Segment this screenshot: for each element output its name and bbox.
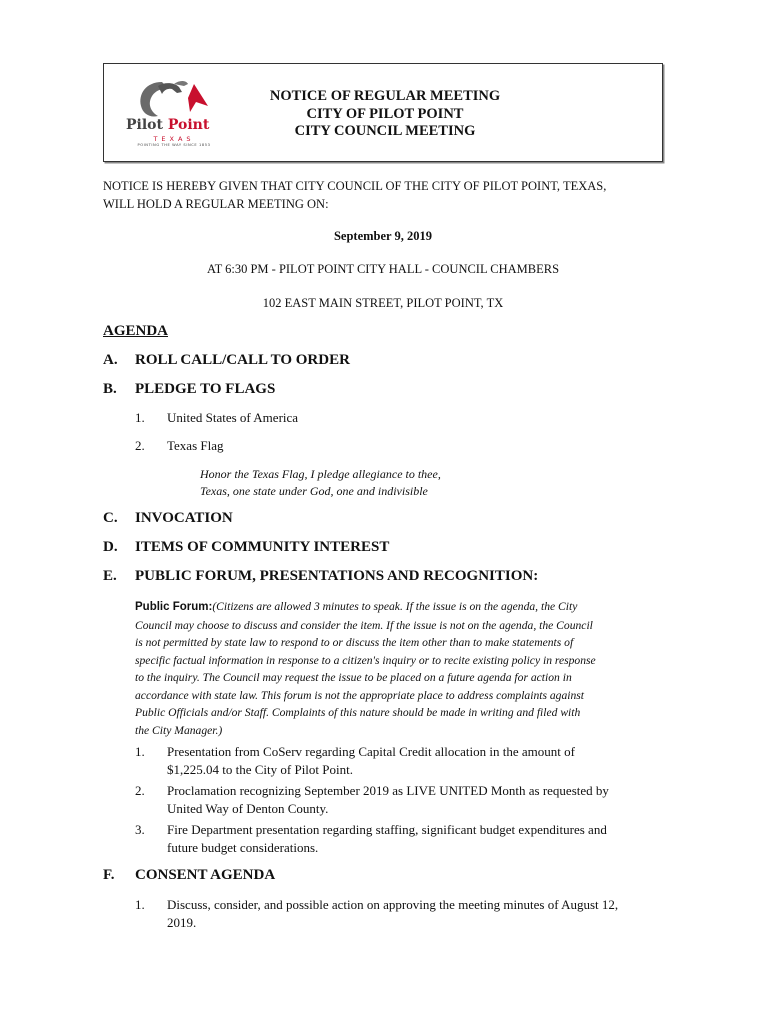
- section-b-letter: B.: [103, 381, 117, 397]
- city-logo: [124, 76, 224, 152]
- section-d-title: ITEMS OF COMMUNITY INTEREST: [135, 539, 390, 555]
- item-e3-line-2: future budget considerations.: [167, 840, 319, 855]
- item-e2-num: 2.: [135, 783, 145, 798]
- item-f1-line-2: 2019.: [167, 915, 197, 930]
- public-forum-line-4: specific factual information in response to a citizen's inquiry or to recite existing policy in response: [135, 653, 596, 667]
- notice-line-2: WILL HOLD A REGULAR MEETING ON:: [103, 197, 329, 211]
- item-e2-text: [167, 782, 667, 818]
- notice-line-1: NOTICE IS HEREBY GIVEN THAT CITY COUNCIL OF THE CITY OF PILOT POINT, TEXAS,: [103, 179, 607, 193]
- logo-tagline: POINTING THE WAY SINCE 1853: [137, 143, 211, 147]
- header-title-2: CITY OF PILOT POINT: [306, 106, 464, 122]
- meeting-time-place: AT 6:30 PM - PILOT POINT CITY HALL - COUNCIL CHAMBERS: [206, 262, 560, 276]
- section-e-letter: E.: [103, 568, 117, 584]
- public-forum-line-7: Public Officials and/or Staff. Complaints of this nature should be made in writing and filed with: [135, 706, 581, 719]
- section-f-letter: F.: [103, 867, 115, 883]
- public-forum-line-5: to the inquiry. The Council may request the issue to be placed on a future agenda for action in: [135, 671, 572, 684]
- section-a-letter: A.: [103, 352, 118, 368]
- section-e-title: PUBLIC FORUM, PRESENTATIONS AND RECOGNITION:: [135, 568, 539, 584]
- public-forum-label: Public Forum:: [135, 601, 213, 613]
- agenda-heading: AGENDA: [103, 323, 169, 339]
- item-e3-num: 3.: [135, 822, 145, 837]
- item-e1-text: [167, 743, 667, 779]
- header-title-1: NOTICE OF REGULAR MEETING: [269, 88, 501, 104]
- item-e1-line-2: $1,225.04 to the City of Pilot Point.: [167, 762, 353, 777]
- section-f-title: CONSENT AGENDA: [135, 867, 276, 883]
- item-b1-num: 1.: [135, 410, 145, 425]
- notice-text: [103, 177, 663, 213]
- public-forum-text: [135, 598, 665, 739]
- item-f1-text: [167, 896, 667, 932]
- section-c-letter: C.: [103, 510, 118, 526]
- item-e2-line-2: United Way of Denton County.: [167, 801, 329, 816]
- header-title-3: CITY COUNCIL MEETING: [294, 123, 476, 139]
- pledge-line-1: Honor the Texas Flag, I pledge allegiance to thee,: [200, 467, 441, 481]
- public-forum-line-6: accordance with state law. This forum is not the appropriate place to address complaints against: [135, 688, 585, 702]
- item-e3-line-1: Fire Department presentation regarding staffing, significant budget expenditures and: [167, 822, 607, 837]
- item-e3-text: [167, 821, 667, 857]
- pledge-line-2: Texas, one state under God, one and indivisible: [200, 484, 428, 498]
- logo-sub: TEXAS: [153, 135, 195, 143]
- public-forum-line-2: Council may choose to discuss and consider the item. If the issue is not on the agenda, the Council: [135, 618, 593, 632]
- item-f1-line-1: Discuss, consider, and possible action on approving the meeting minutes of August 12,: [167, 897, 619, 912]
- public-forum-line-8: the City Manager.): [135, 723, 223, 737]
- section-c-title: INVOCATION: [135, 510, 233, 526]
- meeting-date: September 9, 2019: [333, 229, 433, 243]
- item-e2-line-1: Proclamation recognizing September 2019 as LIVE UNITED Month as requested by: [167, 783, 609, 798]
- item-e1-line-1: Presentation from CoServ regarding Capital Credit allocation in the amount of: [167, 744, 575, 759]
- logo-accent: [180, 117, 224, 135]
- public-forum-line-3: is not permitted by state law to respond to or discuss the item other than to make statements of: [135, 636, 574, 649]
- section-a-title: ROLL CALL/CALL TO ORDER: [135, 352, 350, 368]
- item-e1-num: 1.: [135, 744, 145, 759]
- item-b2-text: Texas Flag: [167, 438, 224, 453]
- meeting-address: 102 EAST MAIN STREET, PILOT POINT, TX: [262, 296, 504, 310]
- item-f1-num: 1.: [135, 897, 145, 912]
- section-d-letter: D.: [103, 539, 118, 555]
- item-b1-text: United States of America: [167, 410, 299, 425]
- section-b-title: PLEDGE TO FLAGS: [135, 381, 276, 397]
- logo-name: Pilot Point: [126, 117, 210, 133]
- item-b2-num: 2.: [135, 438, 145, 453]
- public-forum-line-1: (Citizens are allowed 3 minutes to speak. If the issue is on the agenda, the City: [212, 600, 578, 613]
